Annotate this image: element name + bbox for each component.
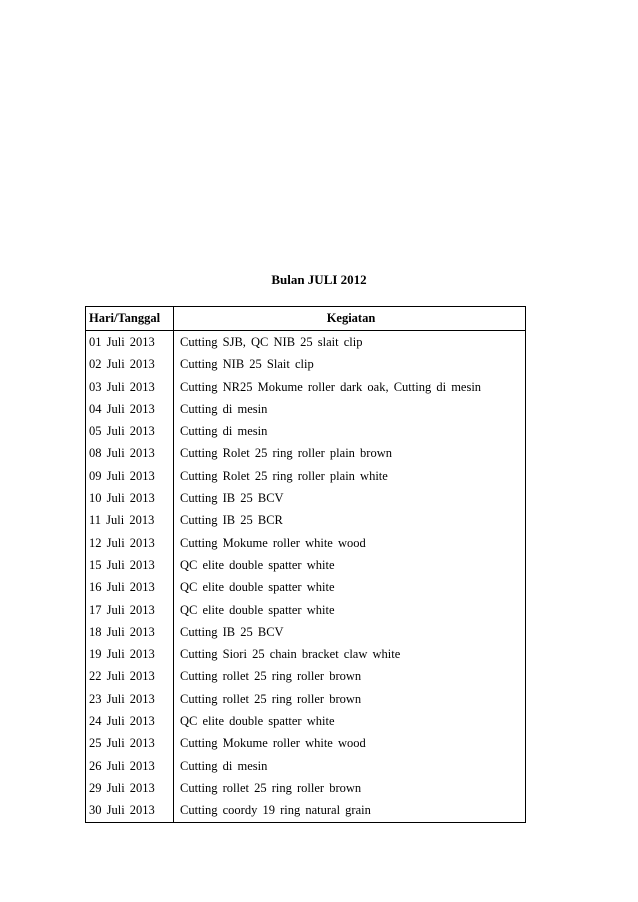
row-date-cell: 02 Juli 2013 <box>86 353 174 375</box>
table-row <box>86 777 526 799</box>
table-row <box>86 643 526 665</box>
row-date-cell: 26 Juli 2013 <box>86 755 174 777</box>
row-activity-cell: Cutting NIB 25 Slait clip <box>180 357 314 372</box>
row-activity-cell: Cutting SJB, QC NIB 25 slait clip <box>180 335 363 349</box>
page-title: Bulan JULI 2012 <box>271 272 367 287</box>
row-date-cell: 15 Juli 2013 <box>86 554 174 576</box>
table-header-row <box>86 307 526 331</box>
table-row <box>86 376 526 398</box>
row-date-cell: 03 Juli 2013 <box>86 376 174 398</box>
column-header-date: Hari/Tanggal <box>86 307 174 331</box>
table-row <box>86 732 526 754</box>
row-date-cell: 01 Juli 2013 <box>86 331 174 354</box>
row-date-cell: 24 Juli 2013 <box>86 710 174 732</box>
row-activity-cell: Cutting Siori 25 chain bracket claw white <box>180 647 401 662</box>
row-date-cell: 30 Juli 2013 <box>86 799 174 822</box>
column-header-activity: Kegiatan <box>174 307 526 331</box>
row-date-cell: 05 Juli 2013 <box>86 420 174 442</box>
table-row <box>86 465 526 487</box>
table-row <box>86 710 526 732</box>
row-activity-cell: Cutting NR25 Mokume roller dark oak, Cutting di mesin <box>180 379 482 394</box>
table-row <box>86 442 526 464</box>
table-row <box>86 688 526 710</box>
table-row <box>86 532 526 554</box>
row-date-cell: 08 Juli 2013 <box>86 442 174 464</box>
table-header <box>86 307 526 331</box>
table-row <box>86 331 526 354</box>
row-activity-cell: Cutting rollet 25 ring roller brown <box>180 780 362 795</box>
row-date-cell: 23 Juli 2013 <box>86 688 174 710</box>
row-activity-cell: Cutting IB 25 BCV <box>180 491 284 506</box>
row-activity-cell: Cutting rollet 25 ring roller brown <box>180 691 362 706</box>
table-row <box>86 487 526 509</box>
row-activity-cell: QC elite double spatter white <box>180 557 335 572</box>
row-activity-cell: Cutting Rolet 25 ring roller plain brown <box>180 446 392 461</box>
row-date-cell: 25 Juli 2013 <box>86 732 174 754</box>
table-row <box>86 353 526 375</box>
table-row <box>86 599 526 621</box>
row-date-cell: 29 Juli 2013 <box>86 777 174 799</box>
row-activity-cell: Cutting IB 25 BCR <box>180 513 283 528</box>
row-activity-cell: Cutting di mesin <box>180 424 268 439</box>
row-activity-cell: Cutting coordy 19 ring natural grain <box>180 803 371 818</box>
row-activity-cell: Cutting Mokume roller white wood <box>180 535 366 550</box>
table-row <box>86 755 526 777</box>
row-date-cell: 18 Juli 2013 <box>86 621 174 643</box>
table-row <box>86 398 526 420</box>
row-activity-cell: Cutting di mesin <box>180 758 268 773</box>
row-date-cell: 17 Juli 2013 <box>86 599 174 621</box>
row-activity-cell: QC elite double spatter white <box>180 580 335 595</box>
row-activity-cell: Cutting Mokume roller white wood <box>180 736 366 751</box>
row-date-cell: 12 Juli 2013 <box>86 532 174 554</box>
row-activity-cell: Cutting IB 25 BCV <box>180 624 284 639</box>
row-date-cell: 22 Juli 2013 <box>86 665 174 687</box>
table-body <box>86 331 526 823</box>
row-date-cell: 10 Juli 2013 <box>86 487 174 509</box>
activity-table <box>85 306 526 823</box>
row-activity-cell: Cutting di mesin <box>180 401 268 416</box>
row-date-cell: 11 Juli 2013 <box>86 509 174 531</box>
row-date-cell: 16 Juli 2013 <box>86 576 174 598</box>
table-row <box>86 509 526 531</box>
row-activity-cell: Cutting Rolet 25 ring roller plain white <box>180 468 388 483</box>
row-date-cell: 19 Juli 2013 <box>86 643 174 665</box>
row-date-cell: 04 Juli 2013 <box>86 398 174 420</box>
table-row <box>86 576 526 598</box>
table-row <box>86 665 526 687</box>
table-row <box>86 799 526 822</box>
row-activity-cell: QC elite double spatter white <box>180 714 335 729</box>
table-row <box>86 621 526 643</box>
row-activity-cell: Cutting rollet 25 ring roller brown <box>180 669 362 684</box>
table-row <box>86 554 526 576</box>
row-date-cell: 09 Juli 2013 <box>86 465 174 487</box>
row-activity-cell: QC elite double spatter white <box>180 602 335 617</box>
table-row <box>86 420 526 442</box>
